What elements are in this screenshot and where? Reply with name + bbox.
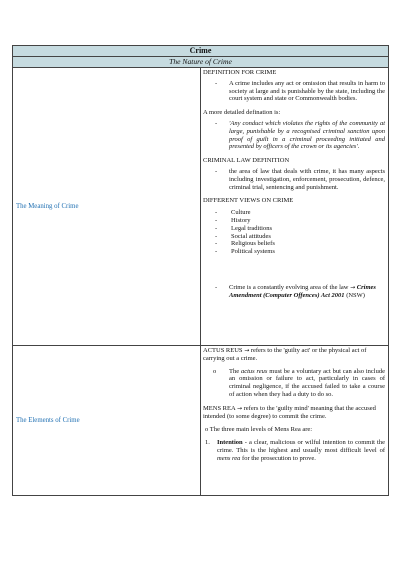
mens-heading: MENS REA: [203, 404, 236, 412]
section-content-meaning: [201, 68, 389, 346]
level-1-item: 1. Intention - a clear, malicious or wilful intention to commit the crime. This is the highest and usually most difficult level of mens rea for the prosecution to prove.: [205, 439, 385, 462]
evolving-text: Crime is a constantly evolving area of the law: [229, 283, 349, 291]
section-label-meaning: The Meaning of Crime: [13, 68, 201, 346]
evolving-item: - Crime is a constantly evolving area of the law → Crimes Amendment (Computer Offences) Act 2001 (NSW): [215, 283, 376, 299]
actus-note-term: actus reus: [240, 367, 268, 375]
section-label-elements: The Elements of Crime: [13, 346, 201, 496]
actus-heading: ACTUS REUS: [203, 347, 243, 354]
table-title: Crime: [13, 46, 389, 57]
actus-note-item: o The actus reus must be a voluntary act but can also include an omission or failure to act, particularly in cases of criminal negligence, if the accused failed to take a course of action when they had a duty to do so.: [213, 367, 385, 398]
document-page: [12, 45, 389, 496]
definition-text: A crime includes any act or omission that results in harm to society at large and is punishable by the state, including the court system and state or Commonwealth bodies.: [229, 79, 385, 103]
views-list: [203, 209, 385, 256]
table-subtitle: The Nature of Crime: [13, 57, 389, 68]
arrow-right-icon: →: [236, 404, 242, 412]
criminal-law-heading: CRIMINAL LAW DEFINITION: [203, 157, 290, 165]
list-item: - Legal traditions: [215, 224, 272, 232]
definition-item: - A crime includes any act or omission that results in harm to society at large and is punishable by the state, including the court system and state or Commonwealth bodies.: [215, 79, 385, 103]
definition-heading: DEFINITION FOR CRIME: [203, 69, 277, 76]
list-item: - Religious beliefs: [215, 240, 275, 248]
level-1-term: Intention: [217, 439, 243, 447]
notes-table: [12, 45, 389, 496]
arrow-right-icon: →: [350, 283, 356, 291]
list-item: - Social attitudes: [215, 232, 271, 240]
detailed-heading: A more detailed defination is:: [203, 109, 281, 117]
mens-text: refers to the 'guilty mind' meaning that the accused intended (to some degree) to commit the crime.: [203, 404, 376, 420]
detailed-quote-item: - 'Any conduct which violates the rights of the community at large, punishable by a recognised criminal sanction upon proof of guilt in a criminal proceeding initiated and presented by officers of the crown or its agencies'.: [215, 119, 385, 151]
actus-text: refers to the 'guilty act' or the physical act of carrying out a crime.: [203, 347, 367, 362]
evolving-act: Crimes Amendment (Computer Offences) Act 2001: [229, 283, 376, 299]
levels-intro: o The three main levels of Mens Rea are:: [205, 426, 313, 434]
actus-note-text: must be a voluntary act but can also include an omission or failure to act, particularly in cases of criminal negligence, if the accused failed to take a course of action when they had a duty to do so.: [229, 367, 385, 398]
list-item: - Culture: [215, 209, 251, 217]
list-item: - History: [215, 216, 251, 224]
arrow-right-icon: →: [244, 347, 250, 354]
criminal-law-text: the area of law that deals with crime, it has many aspects including investigation, enforcement, prosecution, defence, criminal trial, sentencing and punishment.: [229, 167, 385, 191]
evolving-suffix: (NSW): [346, 291, 365, 299]
detailed-quote: 'Any conduct which violates the rights of the community at large, punishable by a recognised criminal sanction upon proof of guilt in a criminal proceeding initiated and presented by officers of the crown or its agencies'.: [229, 119, 385, 151]
criminal-law-item: - the area of law that deals with crime, it has many aspects including investigation, enforcement, prosecution, defence, criminal trial, sentencing and punishment.: [215, 167, 385, 191]
section-content-elements: [201, 346, 389, 496]
list-item: - Political systems: [215, 248, 275, 256]
views-heading: DIFFERENT VIEWS ON CRIME: [203, 197, 294, 205]
